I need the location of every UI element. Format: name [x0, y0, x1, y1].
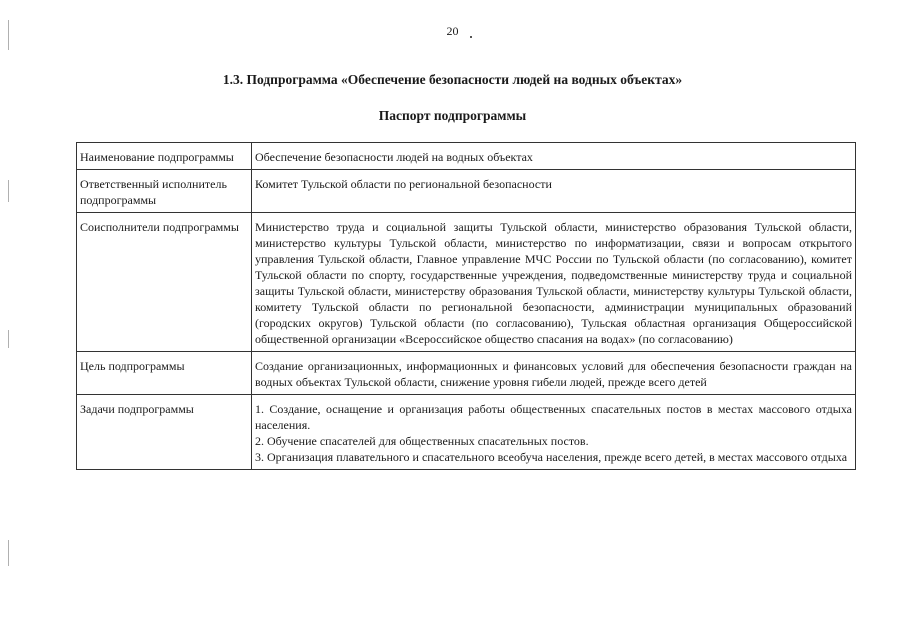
- table-row-name: [77, 143, 856, 170]
- scan-margin-marks: [8, 0, 10, 640]
- row-label: Цель подпрограммы: [77, 352, 252, 395]
- row-label: Задачи подпрограммы: [77, 395, 252, 470]
- row-label: Наименование подпрограммы: [77, 143, 252, 170]
- table-row-tasks: [77, 395, 856, 470]
- task-item: 2. Обучение спасателей для общественных спасательных постов.: [255, 434, 589, 448]
- section-title: 1.3. Подпрограмма «Обеспечение безопасности людей на водных объектах»: [222, 72, 683, 87]
- row-value: Создание организационных, информационных и финансовых условий для обеспечения безопасности граждан на водных объектах Тульской области, снижение уровня гибели людей, прежде всего детей: [252, 352, 856, 395]
- passport-title: Паспорт подпрограммы: [378, 108, 527, 123]
- page-number: 20: [446, 24, 459, 38]
- row-value: [252, 395, 856, 470]
- table-row-coexecutors: [77, 213, 856, 352]
- task-item: 1. Создание, оснащение и организация работы общественных спасательных постов в местах массового отдыха населения.: [255, 402, 852, 432]
- row-value: Комитет Тульской области по региональной безопасности: [252, 170, 856, 213]
- row-value: Обеспечение безопасности людей на водных объектах: [252, 143, 856, 170]
- row-label: Соисполнители подпрограммы: [77, 213, 252, 352]
- passport-table: [76, 142, 856, 470]
- row-label: Ответственный исполнитель подпрограммы: [77, 170, 252, 213]
- row-value: Министерство труда и социальной защиты Тульской области, министерство образования Тульской области, министерство культуры Тульской области, министерство по информатизации, связи и вопросам открытого управления Тульской области, Главное управление МЧС России по Тульской области (по согласованию), комитет Тульской области по спорту, государственные учреждения, подведомственные министерству труда и социальной защиты Тульской области, министерству образования Тульской области, министерству культуры Тульской области, комитету Тульской области по региональной безопасности, администрации муниципальных образований (городских округов) Тульской области (по согласованию), Тульская областная организация Общероссийской общественной организации «Всероссийское общество спасания на водах» (по согласованию): [252, 213, 856, 352]
- table-row-goal: [77, 352, 856, 395]
- table-row-responsible: [77, 170, 856, 213]
- task-item: 3. Организация плавательного и спасательного всеобуча населения, прежде всего детей, в местах массового отдыха: [255, 450, 848, 464]
